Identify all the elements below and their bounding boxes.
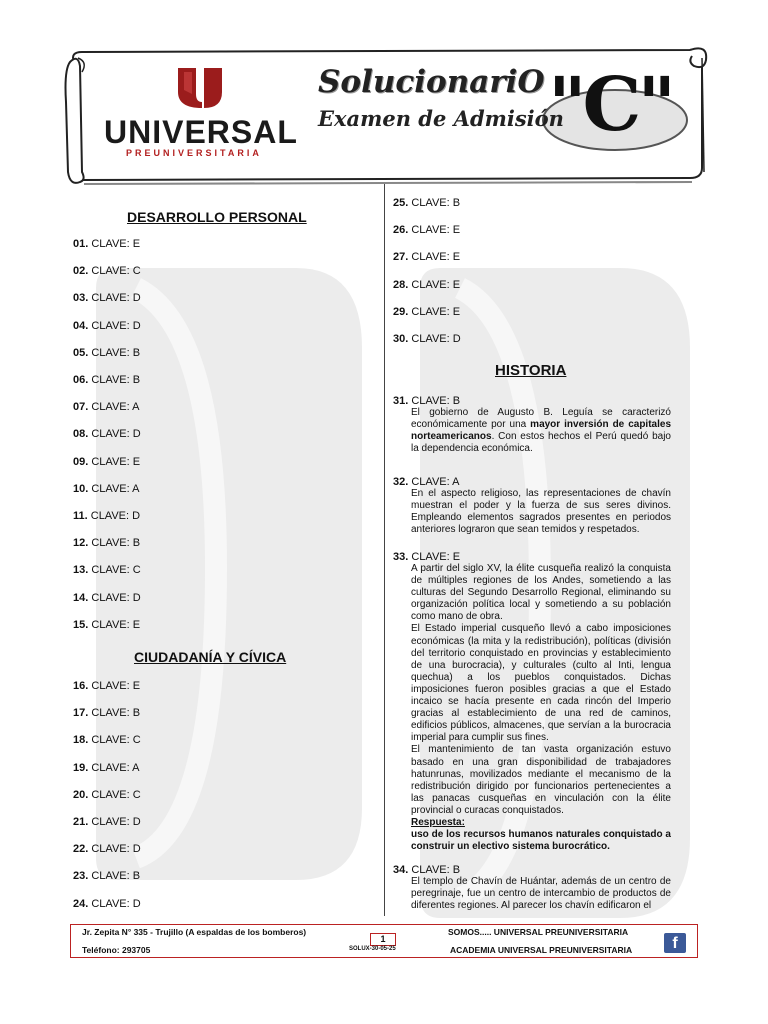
question-number: 27. — [393, 251, 409, 264]
question-number: 23. — [73, 870, 89, 883]
answer-key: CLAVE: E — [91, 680, 141, 692]
text-run: El gobierno de Augusto B. Leguía se caracterizó económicamente por una — [411, 407, 671, 431]
question-number: 01. — [73, 238, 89, 250]
answer-row — [73, 789, 141, 801]
document-subtitle: Examen de Admisión — [318, 106, 564, 131]
explanation-paragraph: En el aspecto religioso, las representaciones de chavín muestran el poder y la fuerza de sus seres divinos. Empleando elementos sagrados presentes en periodos anteriores lograron que sean temidos y respetados. — [411, 488, 671, 536]
answer-key: CLAVE: D — [91, 843, 141, 856]
section-title-desarrollo-personal: DESARROLLO PERSONAL — [127, 209, 307, 225]
answer-key: CLAVE: B — [91, 346, 141, 359]
question-number: 17. — [73, 707, 89, 720]
answer-row — [393, 224, 460, 236]
answer-key: CLAVE: B — [91, 374, 141, 386]
document-title: SolucionariO — [318, 64, 545, 100]
answer-row — [73, 510, 140, 522]
answer-row — [73, 707, 140, 719]
answer-key: CLAVE: E — [411, 305, 461, 318]
question-number: 19. — [73, 761, 89, 774]
answer-key: CLAVE: A — [91, 761, 140, 774]
question-number: 25. — [393, 197, 409, 209]
question-34 — [393, 864, 671, 912]
answer-key: CLAVE: B — [91, 870, 141, 883]
answer-row — [73, 428, 141, 440]
answer-key: CLAVE: E — [411, 278, 461, 291]
footer-academy: ACADEMIA UNIVERSAL PREUNIVERSITARIA — [450, 945, 633, 955]
answer-row — [73, 456, 140, 468]
answer-row — [73, 320, 141, 332]
question-number: 14. — [73, 591, 89, 604]
question-number: 12. — [73, 537, 89, 550]
question-number: 07. — [73, 401, 89, 414]
answer-row — [73, 347, 140, 359]
question-number: 30. — [393, 333, 409, 345]
answer-key: CLAVE: B — [411, 864, 461, 876]
text-run: . Con estos hechos el Perú quedó bajo la dependencia económica. — [411, 431, 671, 455]
bold-text-run: mayor inversión de capitales norteamericanos — [411, 419, 671, 443]
answer-key: CLAVE: D — [91, 319, 141, 332]
logo-subtitle: PREUNIVERSITARIA — [126, 148, 262, 158]
answer-key: CLAVE: C — [91, 734, 141, 747]
universal-logo-icon — [176, 66, 224, 110]
answer-row — [73, 483, 139, 495]
explanation-paragraph: El templo de Chavín de Huántar, además de un centro de peregrinaje, fue un centro de intercambio de productos de diferentes regiones. Al parecer los chavín edificaron el — [411, 876, 671, 912]
answer-key: CLAVE: A — [91, 401, 140, 414]
answer-key: CLAVE: B — [91, 707, 141, 720]
answer-row — [73, 816, 141, 828]
question-32 — [393, 476, 671, 536]
question-number: 04. — [73, 319, 89, 332]
question-number: 31. — [393, 395, 409, 407]
answer-row — [73, 619, 140, 631]
question-number: 21. — [73, 816, 89, 828]
answer-key: CLAVE: B — [411, 197, 461, 209]
answer-key: CLAVE: E — [411, 224, 461, 237]
explanation-paragraph: A partir del siglo XV, la élite cusqueña realizó la conquista de múltiples regiones de los Andes, sometiendo a las culturas del Segundo Desarrollo Regional, eliminando su organización política local y sometiendo a su población como mano de obra. — [411, 563, 671, 623]
question-number: 11. — [73, 510, 88, 522]
exam-code: "C" — [548, 62, 673, 148]
answer-row — [73, 734, 141, 746]
question-number: 15. — [73, 618, 89, 631]
answer-key: CLAVE: E — [411, 551, 461, 563]
footer-slogan: SOMOS..... UNIVERSAL PREUNIVERSITARIA — [448, 927, 629, 937]
answer-key: CLAVE: A — [411, 476, 460, 488]
explanation-paragraph — [411, 407, 671, 455]
answer-key: CLAVE: E — [91, 455, 141, 468]
answer-row — [73, 537, 140, 549]
page-number: 1 — [370, 933, 396, 946]
question-number: 16. — [73, 680, 89, 692]
question-number: 33. — [393, 551, 409, 563]
question-number: 02. — [73, 265, 89, 278]
answer-key: CLAVE: D — [91, 816, 141, 828]
question-number: 05. — [73, 346, 89, 359]
answer-row — [73, 292, 141, 304]
answer-row — [73, 238, 140, 250]
explanation-paragraph: El mantenimiento de tan vasta organización estuvo basado en una gran disponibilidad de trabajadores hatunrunas, movilizados mediante el mecanismo de la redistribución dirigido por funcionarios pertenecientes a las panacas cusqueñas en vinculación con la élite provincial o curacas conquistados. — [411, 744, 671, 816]
footer-address: Jr. Zepita N° 335 - Trujillo (A espaldas de los bomberos) — [82, 927, 307, 937]
answer-row — [73, 401, 139, 413]
answer-key: CLAVE: C — [91, 265, 141, 278]
question-number: 34. — [393, 864, 409, 876]
answer-label: Respuesta: — [411, 816, 465, 828]
section-title-ciudadania-civica: CIUDADANÍA Y CÍVICA — [134, 649, 287, 665]
question-number: 24. — [73, 897, 89, 910]
answer-key: CLAVE: D — [91, 428, 141, 441]
answer-row — [73, 680, 140, 692]
answer-row — [73, 374, 140, 386]
question-number: 09. — [73, 455, 89, 468]
answer-key: CLAVE: B — [91, 537, 141, 550]
answer-row — [393, 279, 460, 291]
logo-name: UNIVERSAL — [104, 114, 298, 150]
footer-doc-code: SOLUX-30-05-25 — [349, 946, 396, 952]
answer-row — [73, 843, 141, 855]
answer-key: CLAVE: D — [91, 292, 141, 305]
answer-key: CLAVE: E — [91, 618, 141, 631]
answer-row — [393, 197, 460, 209]
answer-row — [73, 265, 141, 277]
answer-key: CLAVE: D — [411, 333, 461, 345]
footer-phone: Teléfono: 293705 — [82, 945, 151, 955]
question-number: 22. — [73, 843, 89, 856]
question-number: 26. — [393, 224, 409, 237]
question-31 — [393, 395, 671, 455]
answer-row — [393, 333, 461, 345]
answer-row — [73, 592, 141, 604]
answer-row — [73, 564, 141, 576]
question-number: 18. — [73, 734, 89, 747]
answer-row — [393, 251, 460, 263]
question-number: 10. — [73, 482, 89, 495]
column-divider — [384, 184, 385, 916]
question-number: 28. — [393, 278, 409, 291]
question-number: 32. — [393, 476, 409, 488]
question-number: 03. — [73, 292, 89, 305]
answer-row — [73, 898, 141, 910]
question-number: 20. — [73, 788, 89, 801]
facebook-icon[interactable]: f — [664, 933, 686, 953]
answer-row — [73, 870, 140, 882]
answer-row — [393, 306, 460, 318]
answer-key: CLAVE: C — [91, 788, 141, 801]
answer-row — [73, 762, 139, 774]
answer-text: uso de los recursos humanos naturales conquistado a construir un electivo sistema burocrático. — [411, 829, 671, 853]
answer-key: CLAVE: A — [91, 482, 140, 495]
answer-key: CLAVE: E — [411, 251, 461, 264]
explanation-paragraph: El Estado imperial cusqueño llevó a cabo imposiciones económicas (la mita y la redistribución), políticas (división del territorio conquistado en provincias y establecimiento de una burocracia), y culturales (culto al Inti, lengua quechua) a los pueblos conquistados. Dichas imposiciones fueron posibles gracias a que el Estado incaico se hacía presente en cada rincón del Imperio gracias al establecimiento de una red de caminos, edificios públicos, almacenes, que servían a la burocracia imperial para cumplir sus fines. — [411, 623, 671, 744]
question-number: 29. — [393, 305, 409, 318]
answer-key: CLAVE: D — [91, 897, 141, 910]
question-number: 06. — [73, 374, 89, 386]
question-33 — [393, 551, 671, 853]
answer-key: CLAVE: C — [91, 564, 141, 577]
answer-key: CLAVE: E — [91, 238, 141, 250]
answer-key: CLAVE: D — [91, 591, 141, 604]
answer-key: CLAVE: B — [411, 395, 461, 407]
question-number: 08. — [73, 428, 89, 441]
answer-key: CLAVE: D — [90, 510, 141, 522]
question-number: 13. — [73, 564, 89, 577]
section-title-historia: HISTORIA — [495, 362, 567, 379]
